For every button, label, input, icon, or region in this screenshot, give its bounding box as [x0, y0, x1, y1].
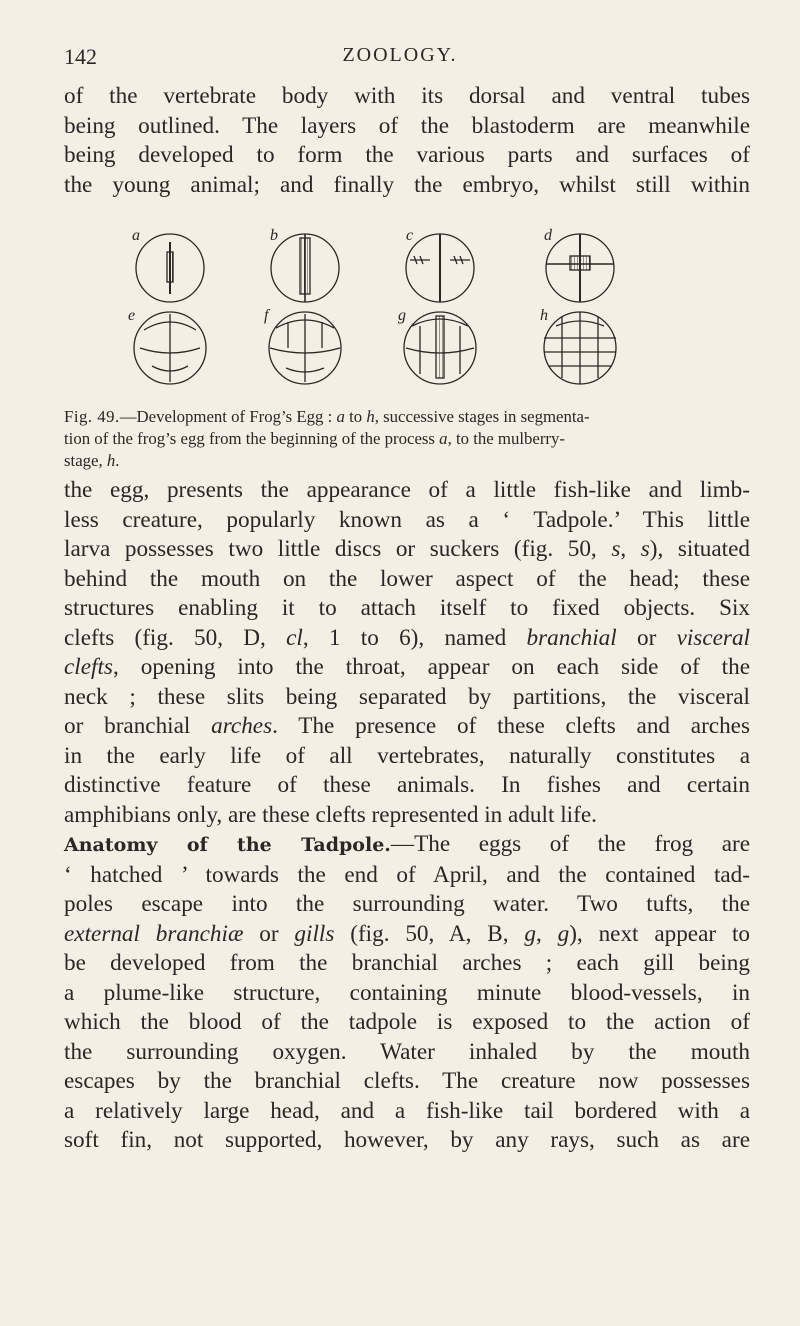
page-header — [0, 44, 800, 74]
text-line: clefts (fig. 50, D, cl, 1 to 6), named branchial or visceral — [64, 624, 750, 651]
text-line: being developed to form the various parts and surfaces of — [64, 142, 750, 169]
text-line: a relatively large head, and a fish-like tail bordered with a — [64, 1097, 750, 1124]
stage-label-b: b — [270, 227, 278, 244]
caption-line: stage, h. — [64, 451, 120, 470]
page-number: 142 — [64, 44, 97, 69]
egg-stage-a — [136, 234, 204, 302]
text-line: clefts, opening into the throat, appear on each side of the — [64, 654, 750, 680]
text-line: external branchiæ or gills (fig. 50, A, B, g, g), next appear to — [64, 920, 750, 947]
text-line: neck ; these slits being separated by partitions, the visceral — [64, 683, 750, 710]
text-line: the surrounding oxygen. Water inhaled by the mouth — [64, 1038, 750, 1065]
egg-stage-d — [546, 234, 614, 302]
text-line: which the blood of the tadpole is exposed to the action of — [64, 1009, 750, 1035]
text-line: larva possesses two little discs or suckers (fig. 50, s, s), situated — [64, 536, 750, 562]
text-line: structures enabling it to attach itself to fixed objects. Six — [64, 595, 750, 621]
egg-stage-e — [134, 312, 206, 384]
text-line: less creature, popularly known as a ‘ Tadpole.’ This little — [64, 506, 750, 533]
stage-label-e: e — [128, 307, 136, 324]
text-line: distinctive feature of these animals. In fishes and certain — [64, 772, 750, 798]
text-line: ‘ hatched ’ towards the end of April, and the contained tad- — [64, 861, 750, 888]
egg-stage-f — [269, 312, 341, 384]
paragraph-intro — [64, 82, 750, 201]
stage-label-d: d — [544, 227, 552, 244]
text-line: escapes by the branchial clefts. The creature now possesses — [64, 1068, 750, 1094]
text-line: in the early life of all vertebrates, naturally constitutes a — [64, 742, 750, 769]
egg-stage-h — [544, 312, 616, 384]
paragraph-tadpole — [64, 476, 750, 1156]
frog-egg-segmentation-figure — [128, 227, 730, 390]
text-line: amphibians only, are these clefts represented in adult life. — [64, 801, 597, 828]
stage-label-a: a — [132, 227, 140, 244]
section-runin-heading: Anatomy of the Tadpole. — [64, 834, 391, 856]
text-line: a plume-like structure, containing minute blood-vessels, in — [64, 979, 750, 1006]
text-line: soft fin, not supported, however, by any rays, such as are — [64, 1127, 750, 1153]
stage-label-h: h — [540, 307, 548, 324]
text-line: of the vertebrate body with its dorsal and ventral tubes — [64, 83, 750, 109]
text-line: poles escape into the surrounding water. Two tufts, the — [64, 891, 750, 917]
caption-line: tion of the frog’s egg from the beginning of the process a, to the mulberry- — [64, 429, 565, 448]
text-line: or branchial arches. The presence of these clefts and arches — [64, 713, 750, 739]
stage-label-f: f — [264, 307, 269, 324]
egg-stage-g — [404, 312, 476, 384]
stage-label-g: g — [398, 307, 406, 324]
stage-label-c: c — [406, 227, 414, 244]
egg-stage-b — [271, 234, 339, 302]
running-title: ZOOLOGY. — [342, 44, 458, 66]
text-line: the egg, presents the appearance of a little fish-like and limb- — [64, 477, 750, 503]
text-line: the young animal; and finally the embryo, whilst still within — [64, 172, 750, 199]
egg-stage-c — [406, 234, 474, 302]
figure-caption — [64, 406, 750, 472]
text-line: be developed from the branchial arches ; each gill being — [64, 950, 750, 976]
caption-line: Fig. 49.—Development of Frog’s Egg : a to h, successive stages in segmenta- — [64, 407, 590, 426]
text-line: Anatomy of the Tadpole.—The eggs of the frog are — [64, 831, 750, 857]
text-line: being outlined. The layers of the blastoderm are meanwhile — [64, 112, 750, 139]
text-line: behind the mouth on the lower aspect of the head; these — [64, 565, 750, 592]
figure-label: Fig. 49. — [64, 407, 120, 426]
